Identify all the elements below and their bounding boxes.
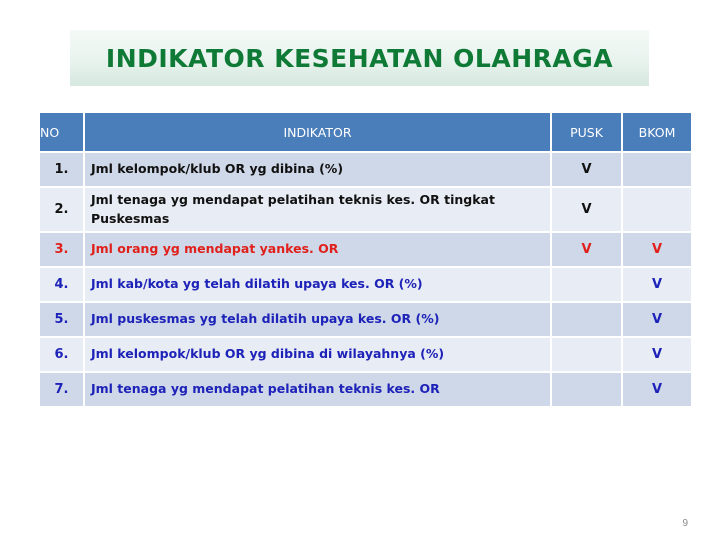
row-bkom-mark bbox=[622, 152, 692, 187]
row-pusk-mark bbox=[551, 372, 622, 407]
row-bkom-mark: V bbox=[622, 372, 692, 407]
table-header-row bbox=[39, 112, 692, 152]
row-indikator: Jml puskesmas yg telah dilatih upaya kes. OR (%) bbox=[84, 302, 551, 337]
row-bkom-mark: V bbox=[622, 337, 692, 372]
row-number: 5. bbox=[39, 302, 84, 337]
row-indikator: Jml kelompok/klub OR yg dibina di wilayahnya (%) bbox=[84, 337, 551, 372]
row-indikator: Jml tenaga yg mendapat pelatihan teknis kes. OR bbox=[84, 372, 551, 407]
row-pusk-mark: V bbox=[551, 232, 622, 267]
row-number: 3. bbox=[39, 232, 84, 267]
table-row bbox=[39, 267, 692, 302]
header-bkom: BKOM bbox=[622, 112, 692, 152]
indicator-table bbox=[38, 111, 693, 408]
row-bkom-mark bbox=[622, 187, 692, 232]
row-indikator: Jml kab/kota yg telah dilatih upaya kes. OR (%) bbox=[84, 267, 551, 302]
row-number: 6. bbox=[39, 337, 84, 372]
header-indikator: INDIKATOR bbox=[84, 112, 551, 152]
row-pusk-mark: V bbox=[551, 152, 622, 187]
header-pusk: PUSK bbox=[551, 112, 622, 152]
row-pusk-mark bbox=[551, 337, 622, 372]
header-no: NO bbox=[39, 112, 84, 152]
row-indikator: Jml tenaga yg mendapat pelatihan teknis kes. OR tingkat Puskesmas bbox=[84, 187, 551, 232]
row-pusk-mark bbox=[551, 267, 622, 302]
row-number: 7. bbox=[39, 372, 84, 407]
table-row bbox=[39, 232, 692, 267]
table-row bbox=[39, 152, 692, 187]
title-banner bbox=[70, 30, 649, 86]
slide-title: INDIKATOR KESEHATAN OLAHRAGA bbox=[105, 43, 614, 73]
row-indikator: Jml kelompok/klub OR yg dibina (%) bbox=[84, 152, 551, 187]
row-pusk-mark bbox=[551, 302, 622, 337]
table-row bbox=[39, 187, 692, 232]
table-row bbox=[39, 302, 692, 337]
row-bkom-mark: V bbox=[622, 232, 692, 267]
row-number: 2. bbox=[39, 187, 84, 232]
row-number: 4. bbox=[39, 267, 84, 302]
table-row bbox=[39, 372, 692, 407]
row-indikator: Jml orang yg mendapat yankes. OR bbox=[84, 232, 551, 267]
table-row bbox=[39, 337, 692, 372]
row-number: 1. bbox=[39, 152, 84, 187]
row-bkom-mark: V bbox=[622, 302, 692, 337]
page-number: 9 bbox=[682, 518, 688, 529]
row-pusk-mark: V bbox=[551, 187, 622, 232]
row-bkom-mark: V bbox=[622, 267, 692, 302]
